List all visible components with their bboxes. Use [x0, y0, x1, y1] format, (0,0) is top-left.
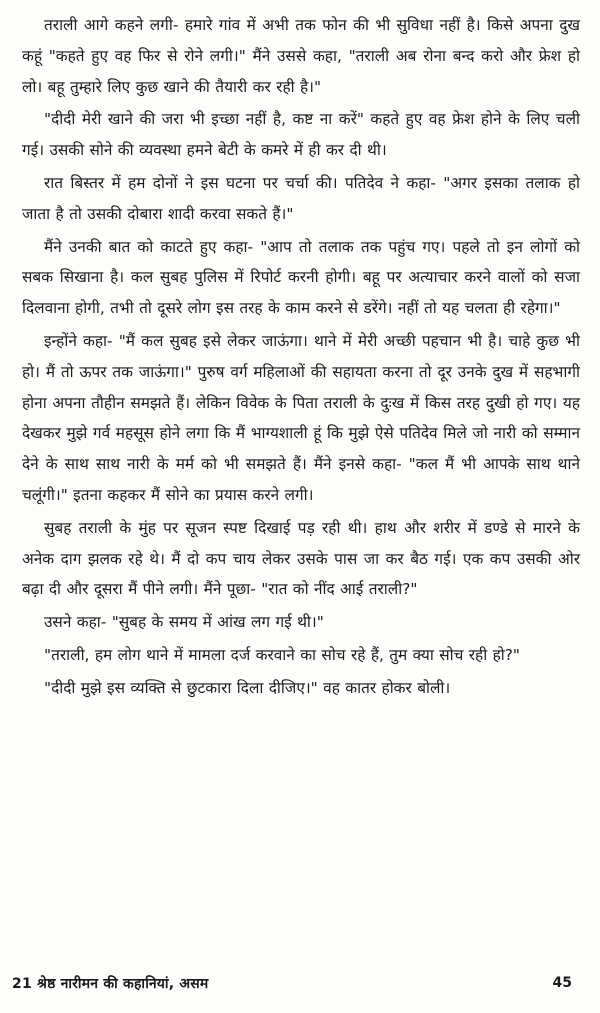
body-text	[22, 10, 580, 704]
paragraph-8: "तराली, हम लोग थाने में मामला दर्ज करवाने का सोच रहे हैं, तुम क्या सोच रही हो?"	[44, 645, 521, 664]
paragraph-1: तराली आगे कहने लगी- हमारे गांव में अभी तक फोन की भी सुविधा नहीं है। किसे अपना दुख कहूं "कहते हुए वह फिर से रोने लगी।" मैंने उससे कहा, "तराली अब रोना बन्द करो और फ्रेश हो लो। बहू तुम्हारे लिए कुछ खाने की तैयारी कर रही है।"	[22, 16, 580, 96]
book-title: 21 श्रेष्ठ नारीमन की कहानियां, असम	[12, 975, 209, 992]
paragraph-2: "दीदी मेरी खाने की जरा भी इच्छा नहीं है, कष्ट ना करें" कहते हुए वह फ्रेश होने के लिए चली गई। उसकी सोने की व्यवस्था हमने बेटी के कमरे में ही कर दी थी।	[22, 110, 580, 160]
paragraph-7: उसने कहा- "सुबह के समय में आंख लग गई थी।"	[44, 613, 324, 632]
paragraph-9: "दीदी मुझे इस व्यक्ति से छुटकारा दिला दीजिए।" वह कातर होकर बोली।	[44, 678, 451, 697]
page-number: 45	[552, 975, 572, 991]
paragraph-6: सुबह तराली के मुंह पर सूजन स्पष्ट दिखाई पड़ रही थी। हाथ और शरीर में डण्डे से मारने के अनेक दाग झलक रहे थे। मैं दो कप चाय लेकर उसके पास जा कर बैठ गई। एक कप उसकी ओर बढ़ा दी और दूसरा मैं पीने लगी। मैंने पूछा- "रात को नींद आई तराली?"	[22, 518, 580, 599]
page-footer	[12, 969, 572, 997]
paragraph-4: मैंने उनकी बात को काटते हुए कहा- "आप तो तलाक तक पहुंच गए। पहले तो इन लोगों को सबक सिखाना है। कल सुबह पुलिस में रिपोर्ट करनी होगी। बहू पर अत्याचार करने वालों को सजा दिलवाना होगी, तभी तो दूसरे लोग इस तरह के काम करने से डरेंगे। नहीं तो यह चलता ही रहेगा।"	[22, 237, 580, 318]
paragraph-3: रात बिस्तर में हम दोनों ने इस घटना पर चर्चा की। पतिदेव ने कहा- "अगर इसका तलाक हो जाता है तो उसकी दोबारा शादी करवा सकते हैं।"	[22, 173, 580, 223]
paragraph-5: इन्होंने कहा- "मैं कल सुबह इसे लेकर जाऊंगा। थाने में मेरी अच्छी पहचान भी है। चाहे कुछ भी हो। मैं तो ऊपर तक जाऊंगा।" पुरुष वर्ग महिलाओं की सहायता करना तो दूर उनके दुख में सहभागी होना अपना तौहीन समझते हैं। लेकिन विवेक के पिता तराली के दुःख में किस तरह दुखी हो गए। यह देखकर मुझे गर्व महसूस होने लगा कि मैं भाग्यशाली हूं कि मुझे ऐसे पतिदेव मिले जो नारी को सम्मान देने के साथ साथ नारी के मर्म को भी समझते हैं। मैंने इनसे कहा- "कल मैं भी आपके साथ थाने चलूंगी।" इतना कहकर मैं सोने का प्रयास करने लगी।	[22, 331, 580, 504]
